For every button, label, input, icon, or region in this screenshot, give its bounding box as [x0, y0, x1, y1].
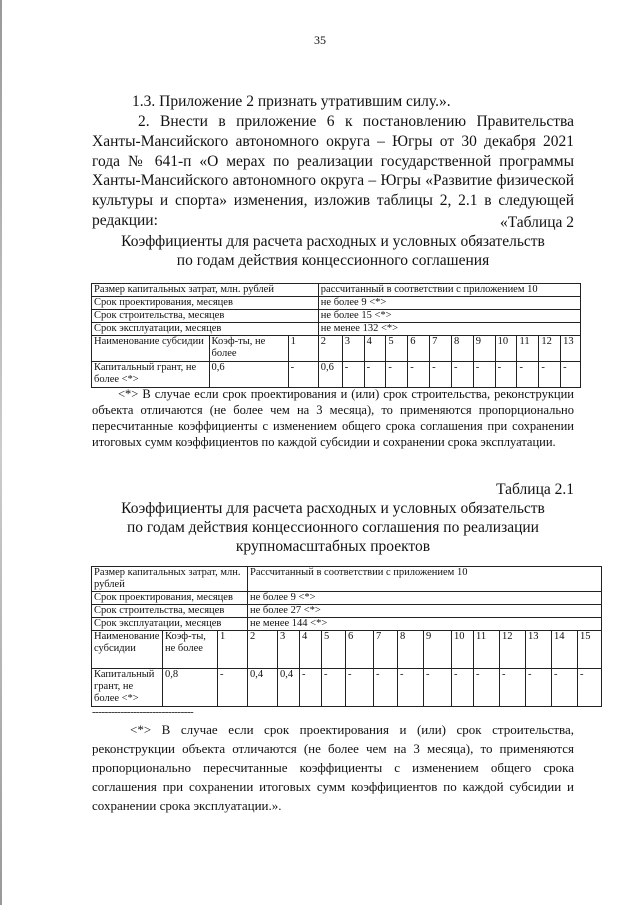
table2-label: «Таблица 2 — [499, 214, 574, 231]
table21-year-3: 3 — [278, 631, 300, 669]
table2-header-coef: Коэф-ты, не более — [209, 336, 288, 362]
table21-footnote: <*> В случае если срок проектирования и (или) срок строительства, реконструкции объекта отличаются (не более чем на 3 месяца), то применяются пропорционально пересчитанные коэффициенты с изменением общего срока соглашения при сохранении итоговых сумм коэффициентов по каждой субсидии и сохранении срока эксплуатации.». — [92, 722, 574, 813]
table21-grant-y4: - — [300, 669, 322, 707]
table2-grant-y7: - — [430, 362, 452, 388]
table2-title-line2: по годам действия концессионного соглашения — [176, 252, 490, 269]
table21-grant-y10: - — [452, 669, 474, 707]
table21-year-10: 10 — [452, 631, 474, 669]
table21-grant-y15: - — [578, 669, 602, 707]
table2-grant-y12: - — [539, 362, 561, 388]
table21-year-15: 15 — [578, 631, 602, 669]
table21 — [91, 566, 602, 707]
table21-grant-y11: - — [474, 669, 500, 707]
table2-grant-y4: - — [364, 362, 386, 388]
table21-grant-y6: - — [346, 669, 374, 707]
table21-capex-label: Размер капитальных затрат, млн. рублей — [92, 567, 248, 592]
paragraph-1: 1.3. Приложение 2 признать утратившим силу.». — [132, 93, 451, 110]
table2-design-label: Срок проектирования, месяцев — [92, 297, 319, 310]
table2-build-value: не более 15 <*> — [318, 310, 580, 323]
table2-year-3: 3 — [342, 336, 364, 362]
page-number: 35 — [314, 33, 326, 47]
table21-build-label: Срок строительства, месяцев — [92, 605, 248, 618]
table21-year-14: 14 — [552, 631, 578, 669]
table21-year-4: 4 — [300, 631, 322, 669]
table2-grant-y2: 0,6 — [318, 362, 342, 388]
table21-title-line3: крупномасштабных проектов — [235, 538, 431, 555]
table21-grant-y2: 0,4 — [248, 669, 278, 707]
table2-grant-y3: - — [342, 362, 364, 388]
table21-header-coef: Коэф-ты, не более — [163, 631, 218, 669]
table21-header-name: Наименование субсидии — [92, 631, 163, 669]
table2-year-10: 10 — [495, 336, 517, 362]
table2-year-13: 13 — [561, 336, 581, 362]
table21-year-8: 8 — [398, 631, 424, 669]
table21-grant-name: Капитальный грант, не более <*> — [92, 669, 163, 707]
table2-year-2: 2 — [318, 336, 342, 362]
table2-grant-coef: 0,6 — [209, 362, 288, 388]
table2-year-11: 11 — [517, 336, 539, 362]
scan-edge — [0, 0, 2, 905]
table21-grant-y5: - — [322, 669, 346, 707]
table21-year-7: 7 — [374, 631, 398, 669]
table21-year-12: 12 — [500, 631, 526, 669]
table21-label: Таблица 2.1 — [496, 481, 574, 498]
footnote-separator: -------------------------------- — [92, 706, 194, 718]
table21-year-5: 5 — [322, 631, 346, 669]
table21-grant-y12: - — [500, 669, 526, 707]
table2-grant-y9: - — [473, 362, 495, 388]
table2-grant-name: Капитальный грант, не более <*> — [92, 362, 210, 388]
table21-grant-y7: - — [374, 669, 398, 707]
paragraph-2: 2. Внести в приложение 6 к постановлению Правительства Ханты-Мансийского автономного округа – Югры от 30 декабря 2021 года № 641-п «О мерах по реализации государственной программы Ханты-Мансийского автономного округа – Югры «Развитие физической культуры и спорта» изменения, изложив таблицы 2, 2.1 в следующей редакции: — [92, 113, 574, 229]
table21-design-value: не более 9 <*> — [248, 592, 602, 605]
table2-year-12: 12 — [539, 336, 561, 362]
table21-year-9: 9 — [424, 631, 452, 669]
table21-oper-value: не менее 144 <*> — [248, 618, 602, 631]
table2-footnote: <*> В случае если срок проектирования и (или) срок строительства, реконструкции объекта отличаются (не более чем на 3 месяца), то применяются пропорционально пересчитанные коэффициенты с изменением общего срока соглашения при сохранении итоговых сумм коэффициентов по каждой субсидии и сохранении срока эксплуатации. — [92, 387, 574, 449]
table21-grant-y14: - — [552, 669, 578, 707]
table21-build-value: не более 27 <*> — [248, 605, 602, 618]
table21-grant-coef: 0,8 — [163, 669, 218, 707]
table21-grant-y3: 0,4 — [278, 669, 300, 707]
table2-year-1: 1 — [288, 336, 318, 362]
table21-year-11: 11 — [474, 631, 500, 669]
table2-year-6: 6 — [408, 336, 430, 362]
table2-capex-value: рассчитанный в соответствии с приложением 10 — [318, 284, 580, 297]
table2-header-name: Наименование субсидии — [92, 336, 210, 362]
table2-grant-y6: - — [408, 362, 430, 388]
table2-design-value: не более 9 <*> — [318, 297, 580, 310]
table21-title-line2: по годам действия концессионного соглашения по реализации — [127, 519, 539, 536]
table21-grant-y1: - — [218, 669, 248, 707]
table2-grant-y10: - — [495, 362, 517, 388]
table2-grant-y8: - — [451, 362, 473, 388]
table2-year-7: 7 — [430, 336, 452, 362]
table2-year-4: 4 — [364, 336, 386, 362]
table21-grant-y13: - — [526, 669, 552, 707]
table2-year-9: 9 — [473, 336, 495, 362]
table2-year-5: 5 — [386, 336, 408, 362]
table21-year-2: 2 — [248, 631, 278, 669]
table21-oper-label: Срок эксплуатации, месяцев — [92, 618, 248, 631]
table21-grant-y8: - — [398, 669, 424, 707]
table21-title-line1: Коэффициенты для расчета расходных и условных обязательств — [121, 500, 545, 517]
table2-grant-y1: - — [288, 362, 318, 388]
table21-year-1: 1 — [218, 631, 248, 669]
table2-grant-y5: - — [386, 362, 408, 388]
table2 — [91, 283, 581, 388]
table2-oper-label: Срок эксплуатации, месяцев — [92, 323, 319, 336]
table21-capex-value: Рассчитанный в соответствии с приложением 10 — [248, 567, 602, 592]
table2-oper-value: не менее 132 <*> — [318, 323, 580, 336]
table2-build-label: Срок строительства, месяцев — [92, 310, 319, 323]
table2-grant-y13: - — [561, 362, 581, 388]
table2-title-line1: Коэффициенты для расчета расходных и условных обязательств — [121, 233, 545, 250]
table21-grant-y9: - — [424, 669, 452, 707]
table2-grant-y11: - — [517, 362, 539, 388]
table21-design-label: Срок проектирования, месяцев — [92, 592, 248, 605]
table2-year-8: 8 — [451, 336, 473, 362]
table2-capex-label: Размер капитальных затрат, млн. рублей — [92, 284, 319, 297]
table21-year-13: 13 — [526, 631, 552, 669]
table21-year-6: 6 — [346, 631, 374, 669]
